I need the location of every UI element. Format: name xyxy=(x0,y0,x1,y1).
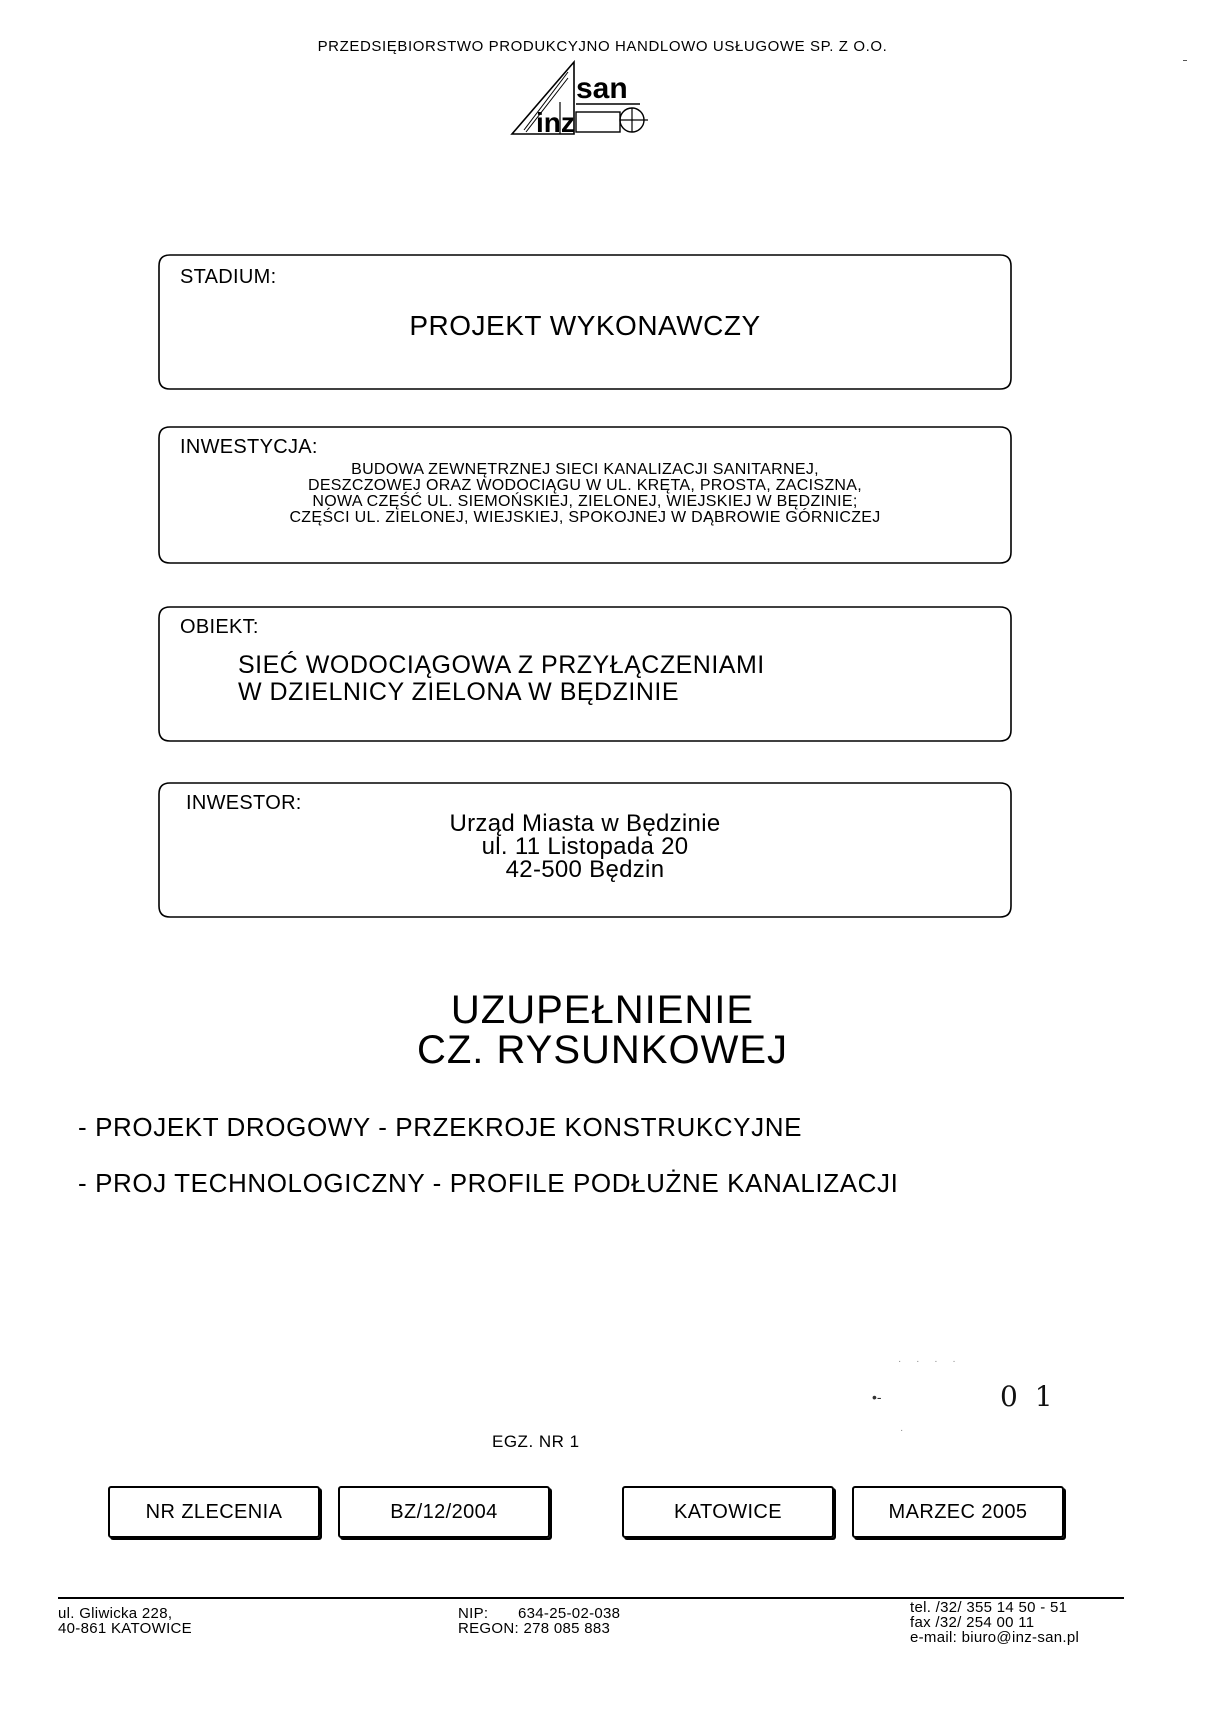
inwestycja-label: INWESTYCJA: xyxy=(180,436,318,458)
nip-value: 634-25-02-038 xyxy=(518,1605,621,1622)
footer-registration xyxy=(458,1606,620,1636)
scan-speck: · xyxy=(900,1425,904,1436)
inwestor-line: 42-500 Będzin xyxy=(505,856,665,883)
inwestycja-frame xyxy=(158,426,1012,564)
inwestycja-line: BUDOWA ZEWNĘTRZNEJ SIECI KANALIZACJI SANITARNEJ, xyxy=(351,461,819,478)
logo-text-inz: inz xyxy=(536,107,575,138)
city-box xyxy=(622,1486,834,1538)
footer-contact xyxy=(910,1600,1079,1645)
logo-text-san: san xyxy=(576,72,628,105)
inwestor-address xyxy=(158,812,1012,881)
document-title xyxy=(0,990,1205,1070)
inwestycja-line: CZĘŚCI UL. ZIELONEJ, WIEJSKIEJ, SPOKOJNEJ W DĄBROWIE GÓRNICZEJ xyxy=(289,509,881,526)
company-name: PRZEDSIĘBIORSTWO PRODUKCYJNO HANDLOWO USŁUGOWE SP. Z O.O. xyxy=(317,38,888,55)
address-line: ul. Gliwicka 228, xyxy=(58,1605,173,1622)
inwestor-line: ul. 11 Listopada 20 xyxy=(481,833,689,860)
obiekt-line: W DZIELNICY ZIELONA W BĘDZINIE xyxy=(238,678,679,706)
obiekt-description xyxy=(238,652,765,706)
copy-number: EGZ. NR 1 xyxy=(492,1432,580,1451)
order-number: BZ/12/2004 xyxy=(390,1500,498,1523)
stadium-label: STADIUM: xyxy=(180,266,277,288)
inwestor-frame xyxy=(158,782,1012,918)
subtitle-line-2: - PROJ TECHNOLOGICZNY - PROFILE PODŁUŻNE KANALIZACJI xyxy=(78,1168,899,1198)
obiekt-frame xyxy=(158,606,1012,742)
nip-row xyxy=(458,1606,620,1621)
city: KATOWICE xyxy=(673,1500,783,1523)
stadium-frame xyxy=(158,254,1012,390)
stamp-number: 0 1 xyxy=(1000,1380,1057,1413)
stadium-value: PROJEKT WYKONAWCZY xyxy=(409,310,761,341)
phone: tel. /32/ 355 14 50 - 51 xyxy=(910,1599,1068,1616)
subtitle-line-1: - PROJEKT DROGOWY - PRZEKROJE KONSTRUKCYJNE xyxy=(78,1112,803,1142)
address-line: 40-861 KATOWICE xyxy=(58,1620,192,1637)
footer-address xyxy=(58,1606,192,1636)
date-box xyxy=(852,1486,1064,1538)
inwestycja-description xyxy=(158,462,1012,526)
inwestycja-line: NOWA CZĘŚĆ UL. SIEMOŃSKIEJ, ZIELONEJ, WIEJSKIEJ W BĘDZINIE; xyxy=(312,493,858,510)
order-label-box xyxy=(108,1486,320,1538)
scan-specks: · · · · xyxy=(898,1356,962,1367)
fax: fax /32/ 254 00 11 xyxy=(910,1614,1035,1631)
stamp-mark: •- xyxy=(872,1389,882,1405)
order-label: NR ZLECENIA xyxy=(145,1500,283,1523)
company-logo xyxy=(508,52,658,142)
inwestycja-line: DESZCZOWEJ ORAZ WODOCIĄGU W UL. KRĘTA, PROSTA, ZACISZNA, xyxy=(307,477,862,494)
title-line-2: CZ. RYSUNKOWEJ xyxy=(416,1028,789,1072)
title-line-1: UZUPEŁNIENIE xyxy=(450,988,755,1032)
nip-label: NIP: xyxy=(458,1605,489,1622)
inwestor-label: INWESTOR: xyxy=(186,792,302,814)
date: MARZEC 2005 xyxy=(888,1500,1028,1523)
obiekt-line: SIEĆ WODOCIĄGOWA Z PRZYŁĄCZENIAMI xyxy=(238,651,765,679)
inwestor-line: Urząd Miasta w Będzinie xyxy=(449,810,721,837)
order-number-box xyxy=(338,1486,550,1538)
email-link[interactable]: e-mail: biuro@inz-san.pl xyxy=(910,1629,1080,1646)
obiekt-label: OBIEKT: xyxy=(180,616,259,638)
regon-value: 278 085 883 xyxy=(523,1620,611,1637)
regon-row xyxy=(458,1621,620,1636)
regon-label: REGON: xyxy=(458,1620,519,1637)
scan-mark xyxy=(1183,60,1187,61)
